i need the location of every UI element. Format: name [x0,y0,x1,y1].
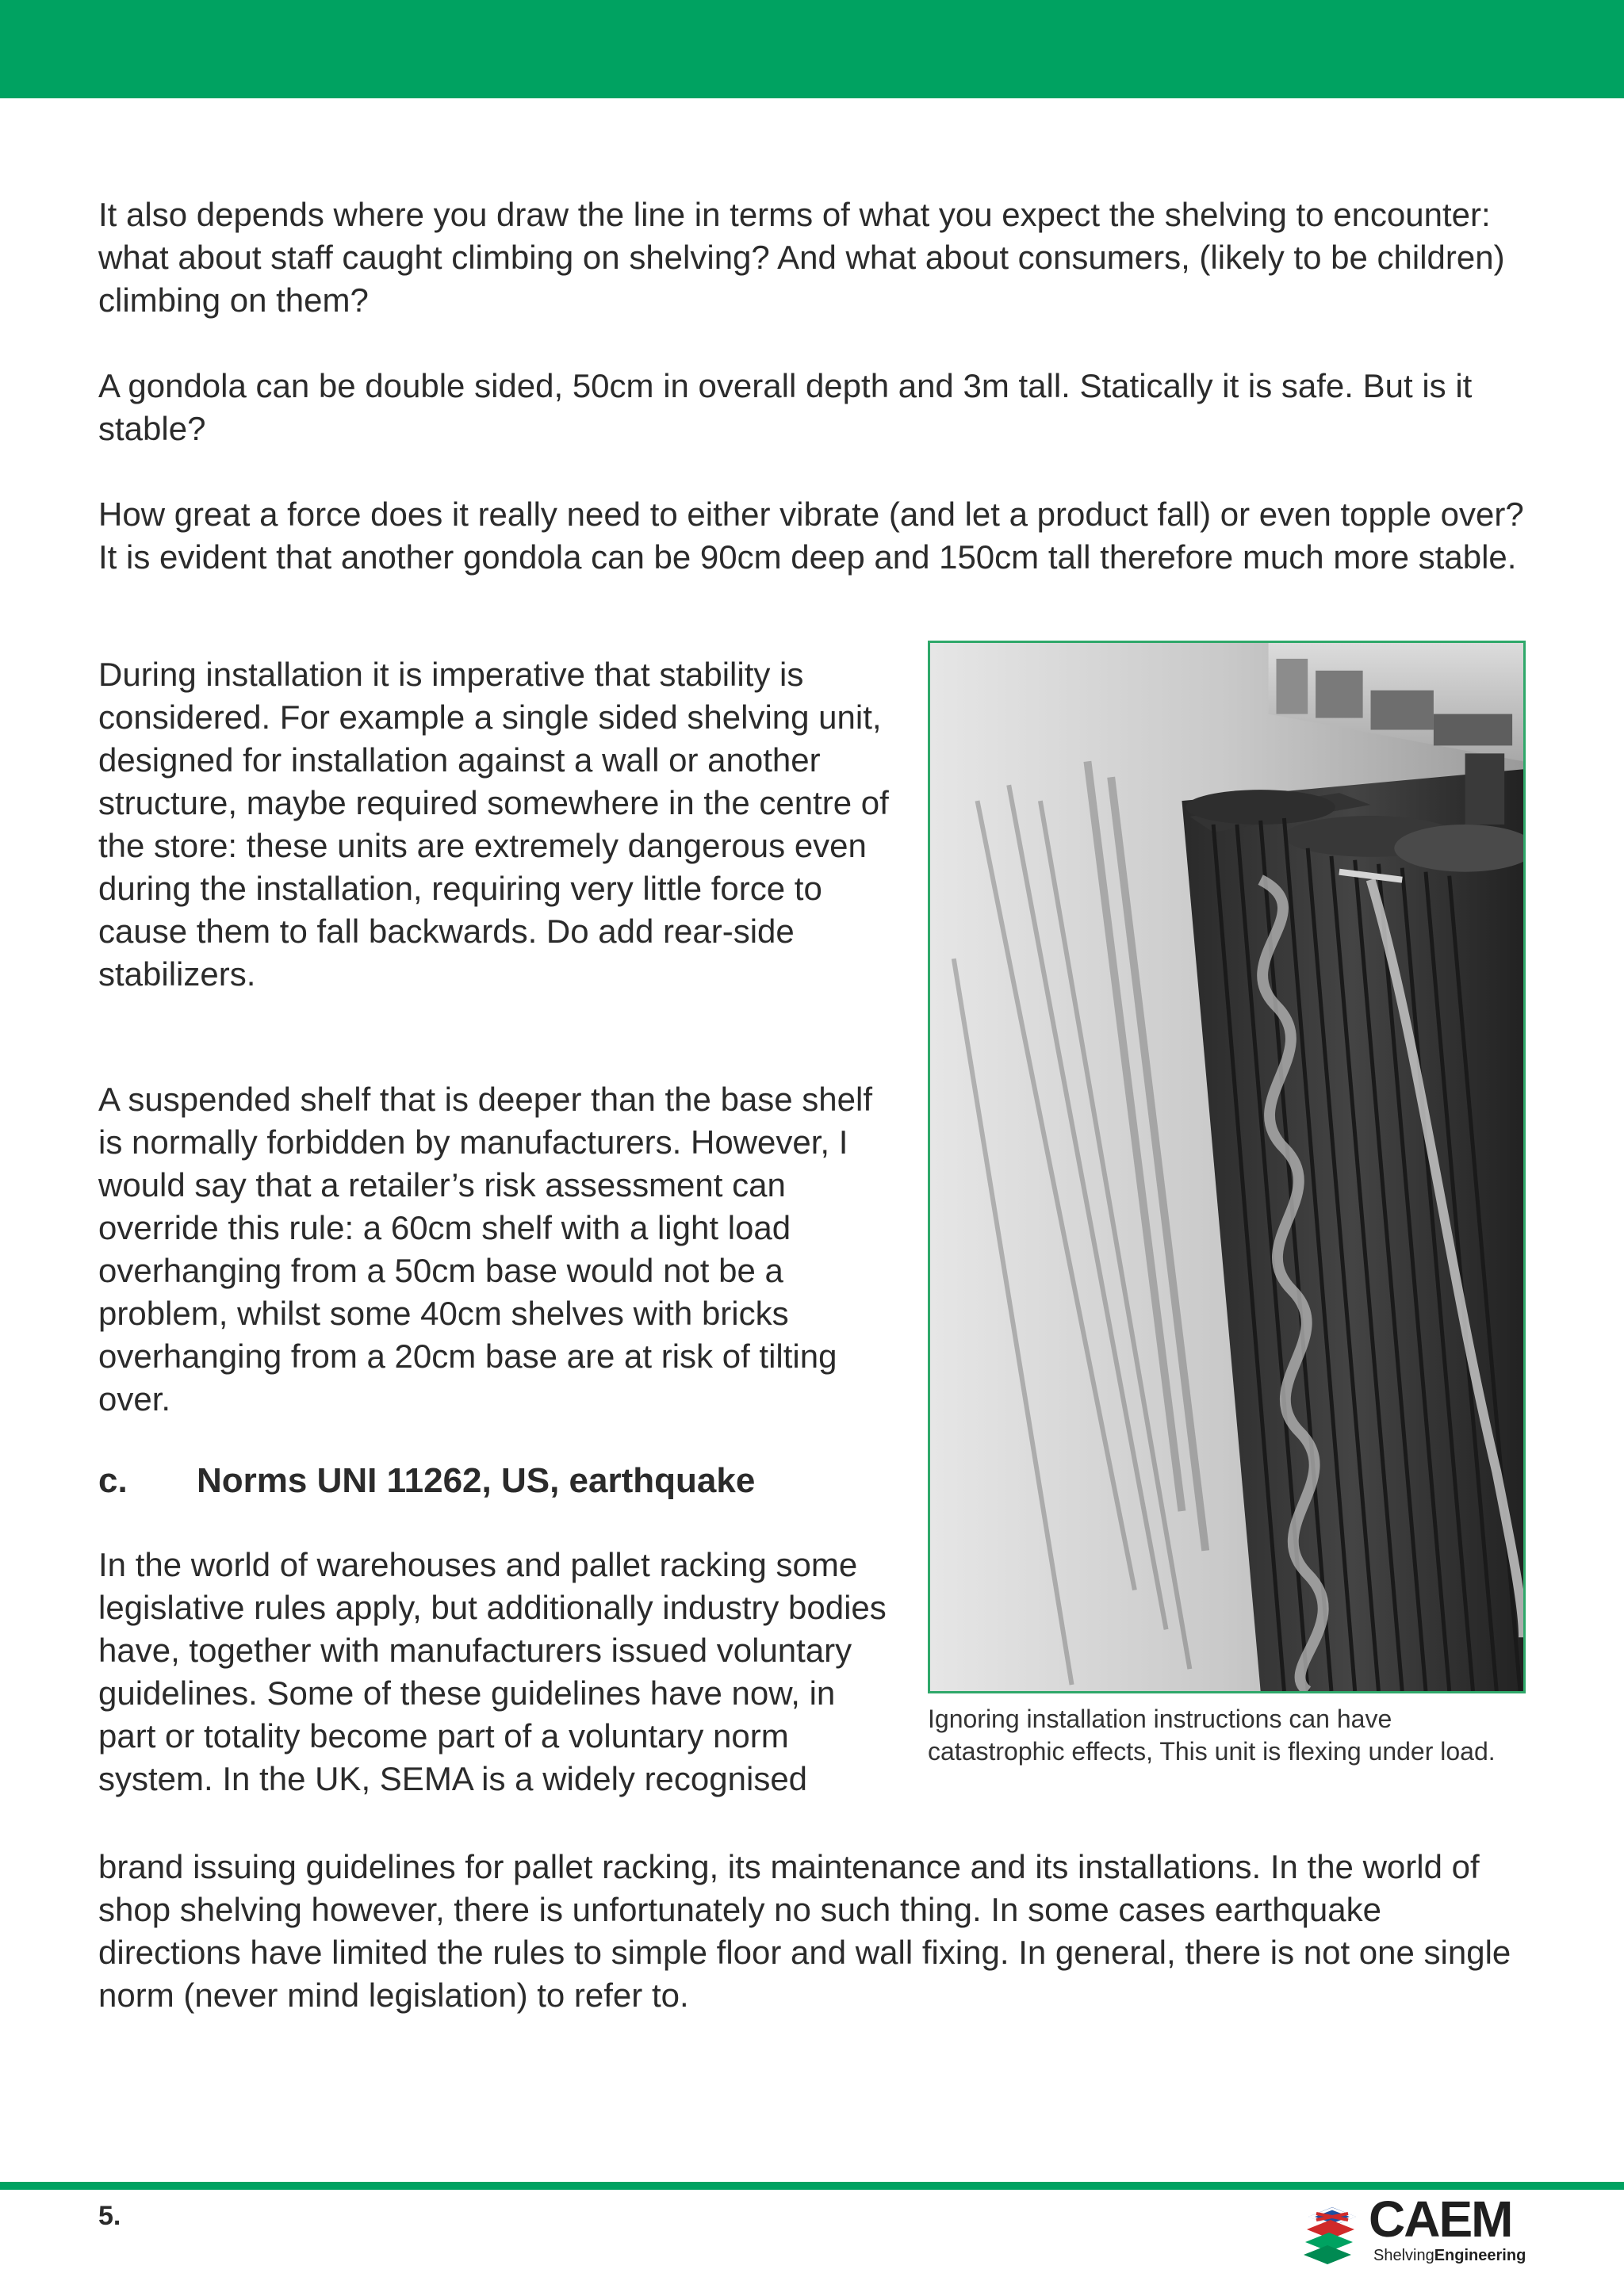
caem-logo [1300,2191,1530,2274]
caem-logo-icon [1300,2201,1362,2266]
paragraph-warehouse-norms: In the world of warehouses and pallet racking some legislative rules apply, but additionally industry bodies have, together with manufacturers issued voluntary guidelines. Some of these guidelines have now, in part or totality become part of a voluntary norm system. In the UK, SEMA is a widely recognised [98,1546,887,1797]
page-number: 5. [98,2201,121,2231]
paragraph-topple-force: How great a force does it really need to either vibrate (and let a product fall) or even topple over? It is evident that another gondola can be 90cm deep and 150cm tall therefore much more stable. [98,496,1524,576]
paragraph-shop-shelving-norms: brand issuing guidelines for pallet racking, its maintenance and its installations. In the world of shop shelving however, there is unfortunately no such thing. In some cases earthquake directions have limited the rules to simple floor and wall fixing. In general, there is not one single norm (never mind legislation) to refer to. [98,1848,1511,2014]
logo-wordmark: CAEM [1369,2191,1512,2248]
logo-tagline-light: Shelving [1373,2247,1434,2264]
paragraph-staff-climbing: It also depends where you draw the line in terms of what you expect the shelving to encounter: what about staff caught climbing on shelving? And what about consumers, (likely to be children) climbing on them? [98,196,1505,319]
logo-tagline [1373,2247,1526,2265]
paragraph-installation: During installation it is imperative that stability is considered. For example a single sided shelving unit, designed for installation against a wall or another structure, maybe required somewhere in the centre of the store: these units are extremely dangerous even during the installation, requiring very little force to cause them to fall backwards. Do add rear-side stabilizers. [98,656,889,993]
section-title: Norms UNI 11262, US, earthquake [197,1461,756,1500]
section-letter: c. [98,1461,128,1500]
header-band [0,0,1624,98]
figure-caption: Ignoring installation instructions can have catastrophic effects, This unit is flexing under load. [928,1705,1496,1766]
shelving-photo-image [930,643,1523,1691]
footer-rule [0,2182,1624,2190]
shelving-photo [928,641,1526,1693]
section-heading [98,1459,755,1503]
paragraph-gondola-stability: A gondola can be double sided, 50cm in overall depth and 3m tall. Statically it is safe. But is it stable? [98,367,1473,447]
paragraph-suspended-shelf: A suspended shelf that is deeper than the base shelf is normally forbidden by manufacturers. However, I would say that a retailer’s risk assessment can override this rule: a 60cm shelf with a light load overhanging from a 50cm base would not be a problem, whilst some 40cm shelves with bricks overhanging from a 20cm base are at risk of tilting over. [98,1081,873,1418]
logo-tagline-bold: Engineering [1434,2247,1526,2264]
